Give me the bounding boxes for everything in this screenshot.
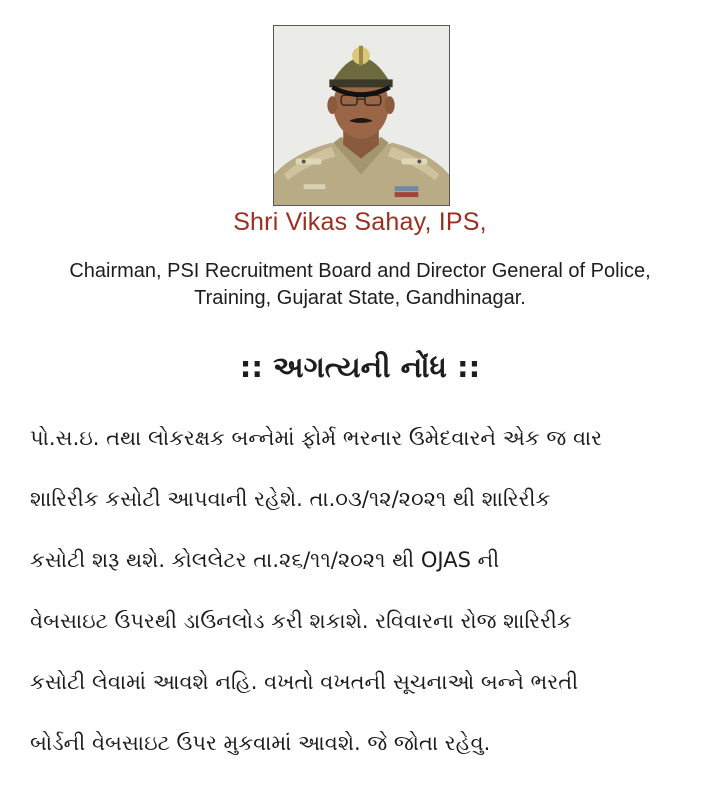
notice-body bbox=[30, 418, 710, 784]
notice-line: શારિરીક કસોટી આપવાની રહેશે. તા.૦૩/૧૨/૨૦૨૧ થી શારિરીક bbox=[30, 487, 551, 511]
notice-line: કસોટી શરૂ થશે. કોલલેટર તા.૨૬/૧૧/૨૦૨૧ થી OJAS ની bbox=[30, 548, 500, 572]
officer-name: Shri Vikas Sahay, IPS, bbox=[233, 208, 487, 236]
cropped-text-fragment bbox=[515, 0, 575, 4]
notice-line: વેબસાઇટ ઉપરથી ડાઉનલોડ કરી શકાશે. રવિવારના રોજ શારિરીક bbox=[30, 609, 572, 633]
notice-line: બોર્ડની વેબસાઇટ ઉપર મુકવામાં આવશે. જે જોતા રહેવુ. bbox=[30, 731, 491, 755]
officer-portrait bbox=[273, 25, 450, 206]
designation-line-2: Training, Gujarat State, Gandhinagar. bbox=[194, 287, 526, 309]
notice-line: કસોટી લેવામાં આવશે નહિ. વખતો વખતની સૂચનાઓ બન્ને ભરતી bbox=[30, 670, 579, 694]
officer-designation bbox=[0, 258, 720, 312]
notice-line: પો.સ.ઇ. તથા લોકરક્ષક બન્નેમાં ફોર્મ ભરનાર ઉમેદવારને એક જ વાર bbox=[30, 426, 603, 450]
designation-line-1: Chairman, PSI Recruitment Board and Director General of Police, bbox=[69, 260, 651, 282]
notice-heading: :: અગત્યની નોંધ :: bbox=[239, 350, 481, 384]
